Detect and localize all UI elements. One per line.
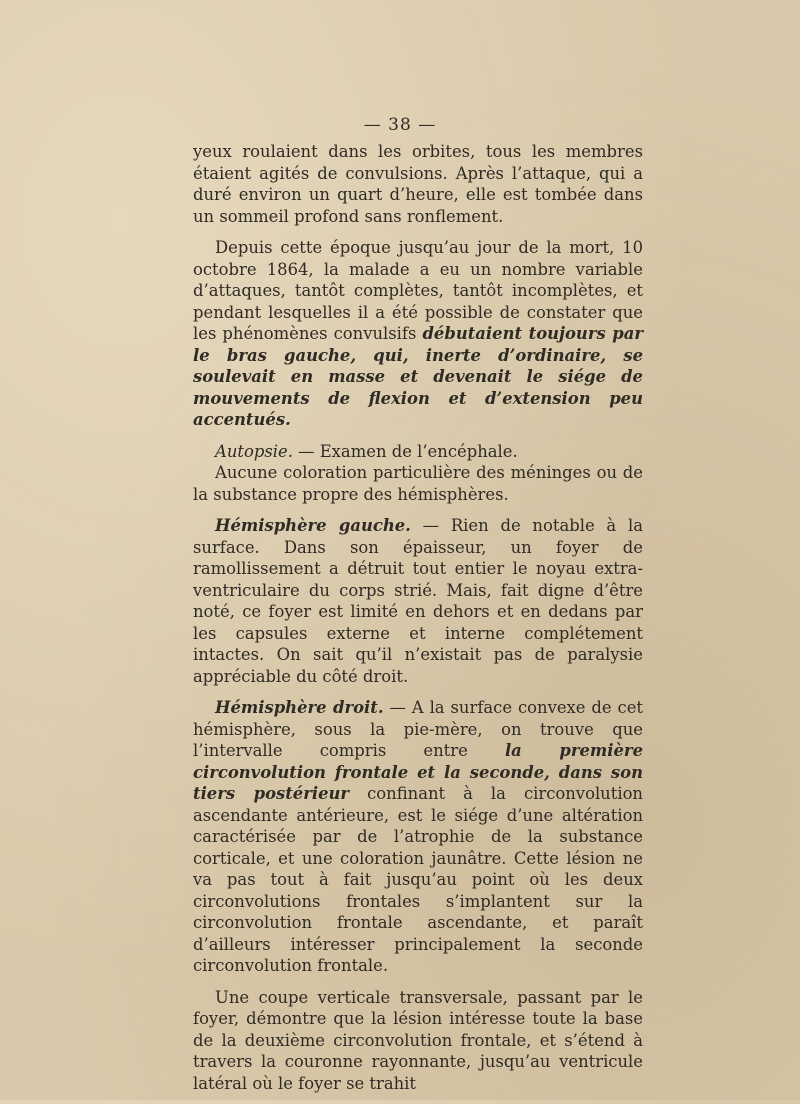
body-text	[193, 141, 643, 1104]
hemisphere-droit-label: Hémisphère droit.	[215, 698, 384, 717]
paragraph-2-text: Depuis cette époque jusqu’au jour de la mort, 10 octobre 1864, la malade a eu un nombre variable d’attaques, tantôt complètes, tantôt incomplètes, et pendant lesquelles il a été possible de constater que les phénomènes convulsifs	[193, 238, 643, 343]
hemisphere-gauche-label: Hémisphère gauche.	[215, 516, 411, 535]
paragraph-5	[193, 515, 643, 687]
autopsie-label: Autopsie.	[215, 441, 293, 461]
hemisphere-droit-text-b: confinant à la circonvolution ascendante antérieure, est le siége d’une altération caractérisée par de l’atrophie de la substance corticale, et une coloration jaunâtre. Cette lésion ne va pas tout à fait jusqu’au point où les deux circonvolutions frontales s’implantent sur la circonvolution frontale ascendante, et paraît d’ailleurs intéresser principalement la seconde circonvolution frontale.	[193, 784, 643, 975]
paragraph-6	[193, 697, 643, 977]
paragraph-2	[193, 237, 643, 431]
paragraph-1: yeux roulaient dans les orbites, tous les membres étaient agités de convulsions. Après l’attaque, qui a duré environ un quart d’heure, elle est tombée dans un sommeil profond sans ronflement.	[193, 142, 643, 226]
hemisphere-gauche-text: — Rien de notable à la surface. Dans son épaisseur, un foyer de ramollissement a détruit tout entier le noyau extra-ventriculaire du corps strié. Mais, fait digne d’être noté, ce foyer est limité en dehors et en dedans par les capsules externe et interne complétement intactes. On sait qu’il n’existait pas de paralysie appréciable du côté droit.	[193, 516, 643, 686]
paragraph-2-italic: débutaient toujours par le bras gauche, qui, inerte d’ordinaire, se soulevait en masse et devenait le siége de mouvements de flexion et d’extension peu accentués.	[193, 324, 643, 429]
autopsie-text: — Examen de l’encéphale.	[292, 441, 518, 461]
page-number: — 38 —	[363, 115, 437, 135]
paragraph-3	[193, 441, 643, 463]
hemisphere-droit-italic: la première circonvolution frontale et la seconde, dans son tiers postérieur	[193, 741, 643, 803]
paragraph-7: Une coupe verticale transversale, passant par le foyer, démontre que la lésion intéresse toute la base de la deuxième circonvolution frontale, et s’étend à travers la couronne rayonnante, jusqu’au ventricule latéral où le foyer se trahit	[193, 987, 643, 1093]
hemisphere-droit-text-a: — A la surface convexe de cet hémisphère, sous la pie-mère, on trouve que l’intervalle compris entre	[193, 698, 643, 760]
paragraph-4: Aucune coloration particulière des méninges ou de la substance propre des hémisphères.	[193, 463, 643, 504]
